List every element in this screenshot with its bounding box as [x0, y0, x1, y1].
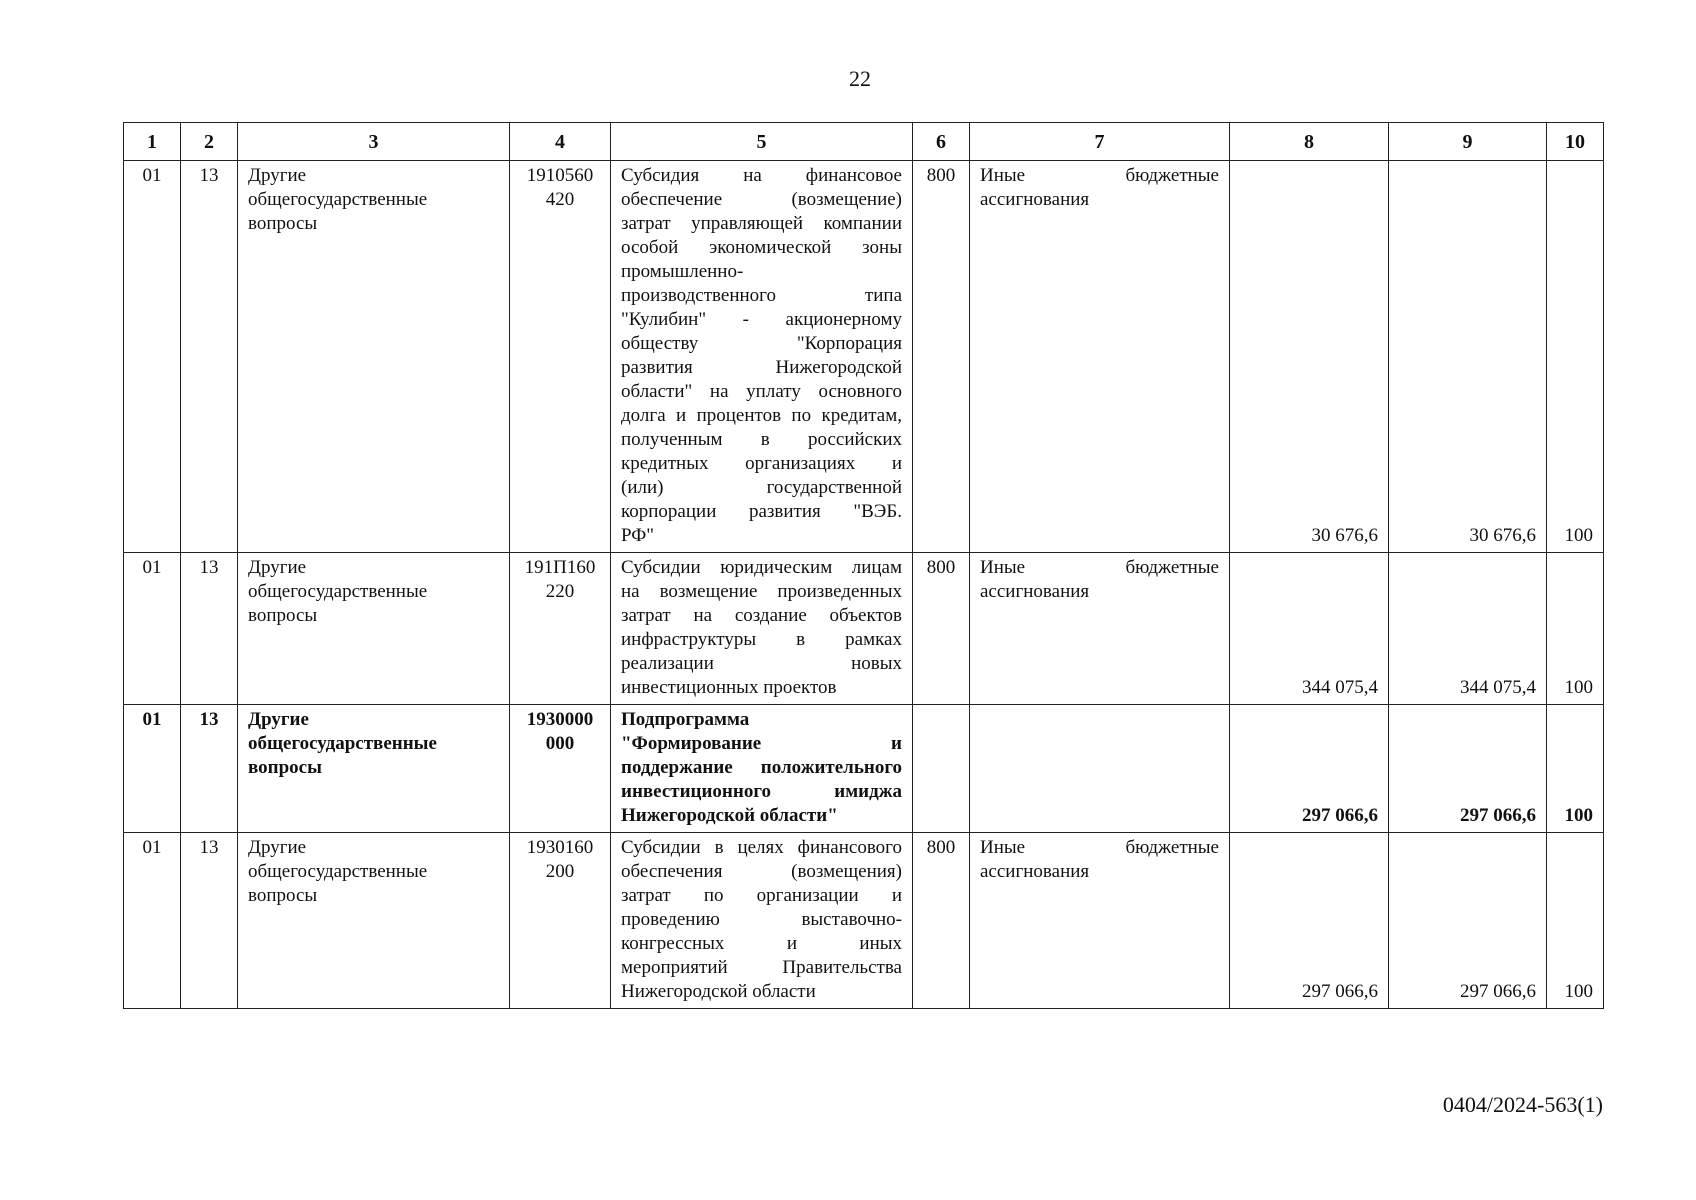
subsection-code-cell: 13 [181, 161, 238, 553]
header-cell: 7 [970, 123, 1230, 161]
section-name-cell-line: Другие [248, 165, 307, 186]
expense-type-name-cell-line: ассигнования [980, 189, 1090, 210]
table-header-row [124, 123, 1604, 161]
subsection-code-cell: 13 [181, 833, 238, 1009]
target-article-cell-line: 1930160 [526, 837, 594, 858]
section-name-cell-line: Другие [248, 837, 307, 858]
planned-amount-cell: 297 066,6 [1230, 833, 1389, 1009]
expense-type-name-cell [970, 161, 1230, 553]
description-cell-line: поддержание положительного [621, 757, 902, 778]
description-cell-line: инвестиционных проектов [621, 677, 837, 698]
expense-type-code-cell [913, 705, 970, 833]
description-cell-line: РФ" [621, 525, 655, 546]
description-cell [611, 161, 913, 553]
header-cell: 10 [1547, 123, 1604, 161]
section-name-cell-line: Другие [248, 557, 307, 578]
expense-type-name-cell [970, 705, 1230, 833]
section-name-cell-line: общегосударственные [248, 861, 428, 882]
header-cell: 6 [913, 123, 970, 161]
description-cell-line: долга и процентов по кредитам, [621, 405, 902, 426]
section-name-cell-line: общегосударственные [248, 733, 437, 754]
expense-type-name-cell-line: Иные бюджетные [980, 837, 1219, 858]
section-code-cell: 01 [124, 833, 181, 1009]
expense-type-name-cell [970, 833, 1230, 1009]
execution-percent-cell: 100 [1547, 705, 1604, 833]
budget-table [123, 122, 1604, 1009]
description-cell-line: (или) государственной [621, 477, 902, 498]
actual-amount-cell: 30 676,6 [1389, 161, 1547, 553]
description-cell-line: кредитных организациях и [621, 453, 902, 474]
execution-percent-cell: 100 [1547, 553, 1604, 705]
target-article-cell [510, 833, 611, 1009]
planned-amount-cell: 344 075,4 [1230, 553, 1389, 705]
target-article-cell [510, 705, 611, 833]
description-cell-line: корпорации развития "ВЭБ. [621, 501, 902, 522]
header-cell: 1 [124, 123, 181, 161]
description-cell-line: "Кулибин" - акционерному [621, 309, 902, 330]
description-cell-line: Нижегородской области [621, 981, 816, 1002]
target-article-cell-line: 1930000 [526, 709, 594, 730]
section-name-cell-line: общегосударственные [248, 189, 428, 210]
description-cell-line: Субсидии в целях финансового [621, 837, 902, 858]
description-cell [611, 833, 913, 1009]
target-article-cell [510, 553, 611, 705]
header-cell: 9 [1389, 123, 1547, 161]
target-article-cell-line: 000 [545, 733, 575, 754]
description-cell-line: Субсидии юридическим лицам [621, 557, 902, 578]
section-code-cell: 01 [124, 553, 181, 705]
description-cell-line: особой экономической зоны [621, 237, 902, 258]
document-code: 0404/2024-563(1) [1442, 1092, 1603, 1117]
header-cell: 3 [238, 123, 510, 161]
description-cell-line: развития Нижегородской [621, 357, 902, 378]
table-row [124, 553, 1604, 705]
table-row [124, 705, 1604, 833]
header-cell: 2 [181, 123, 238, 161]
description-cell-line: мероприятий Правительства [621, 957, 902, 978]
header-cell: 8 [1230, 123, 1389, 161]
description-cell-line: конгрессных и иных [621, 933, 902, 954]
description-cell-line: реализации новых [621, 653, 902, 674]
description-cell-line: проведению выставочно- [621, 909, 902, 930]
expense-type-code-cell: 800 [913, 833, 970, 1009]
description-cell-line: затрат по организации и [621, 885, 902, 906]
table-row [124, 161, 1604, 553]
section-name-cell [238, 705, 510, 833]
target-article-cell-line: 200 [545, 861, 575, 882]
expense-type-name-cell-line: ассигнования [980, 581, 1090, 602]
subsection-code-cell: 13 [181, 553, 238, 705]
description-cell-line: инфраструктуры в рамках [621, 629, 902, 650]
description-cell-line: затрат на создание объектов [621, 605, 902, 626]
section-name-cell-line: вопросы [248, 885, 318, 906]
description-cell-line: промышленно- [621, 261, 744, 282]
execution-percent-cell: 100 [1547, 833, 1604, 1009]
description-cell-line: инвестиционного имиджа [621, 781, 902, 802]
description-cell-line: обеспечения (возмещения) [621, 861, 902, 882]
actual-amount-cell: 344 075,4 [1389, 553, 1547, 705]
description-cell-line: области" на уплату основного [621, 381, 902, 402]
expense-type-name-cell-line: Иные бюджетные [980, 557, 1219, 578]
expense-type-code-cell: 800 [913, 161, 970, 553]
description-cell [611, 553, 913, 705]
description-cell-line: Подпрограмма [621, 709, 750, 730]
description-cell-line: Нижегородской области" [621, 805, 838, 826]
description-cell [611, 705, 913, 833]
section-name-cell-line: общегосударственные [248, 581, 428, 602]
description-cell-line: обеспечение (возмещение) [621, 189, 902, 210]
execution-percent-cell: 100 [1547, 161, 1604, 553]
section-name-cell-line: Другие [248, 709, 309, 730]
expense-type-name-cell [970, 553, 1230, 705]
actual-amount-cell: 297 066,6 [1389, 705, 1547, 833]
actual-amount-cell: 297 066,6 [1389, 833, 1547, 1009]
description-cell-line: на возмещение произведенных [621, 581, 902, 602]
subsection-code-cell: 13 [181, 705, 238, 833]
section-name-cell-line: вопросы [248, 605, 318, 626]
section-name-cell-line: вопросы [248, 757, 322, 778]
page-number: 22 [849, 66, 871, 91]
description-cell-line: полученным в российских [621, 429, 902, 450]
section-name-cell-line: вопросы [248, 213, 318, 234]
table-row [124, 833, 1604, 1009]
expense-type-name-cell-line: Иные бюджетные [980, 165, 1219, 186]
planned-amount-cell: 30 676,6 [1230, 161, 1389, 553]
header-cell: 5 [611, 123, 913, 161]
expense-type-code-cell: 800 [913, 553, 970, 705]
target-article-cell-line: 1910560 [526, 165, 594, 186]
target-article-cell [510, 161, 611, 553]
section-name-cell [238, 553, 510, 705]
section-name-cell [238, 833, 510, 1009]
description-cell-line: Субсидия на финансовое [621, 165, 902, 186]
target-article-cell-line: 220 [545, 581, 575, 602]
expense-type-name-cell-line: ассигнования [980, 861, 1090, 882]
description-cell-line: обществу "Корпорация [621, 333, 902, 354]
target-article-cell-line: 420 [545, 189, 575, 210]
table-body [124, 161, 1604, 1009]
target-article-cell-line: 191П160 [524, 557, 596, 578]
header-cell: 4 [510, 123, 611, 161]
section-name-cell [238, 161, 510, 553]
description-cell-line: производственного типа [621, 285, 902, 306]
section-code-cell: 01 [124, 705, 181, 833]
description-cell-line: затрат управляющей компании [621, 213, 902, 234]
description-cell-line: "Формирование и [621, 733, 902, 754]
planned-amount-cell: 297 066,6 [1230, 705, 1389, 833]
section-code-cell: 01 [124, 161, 181, 553]
